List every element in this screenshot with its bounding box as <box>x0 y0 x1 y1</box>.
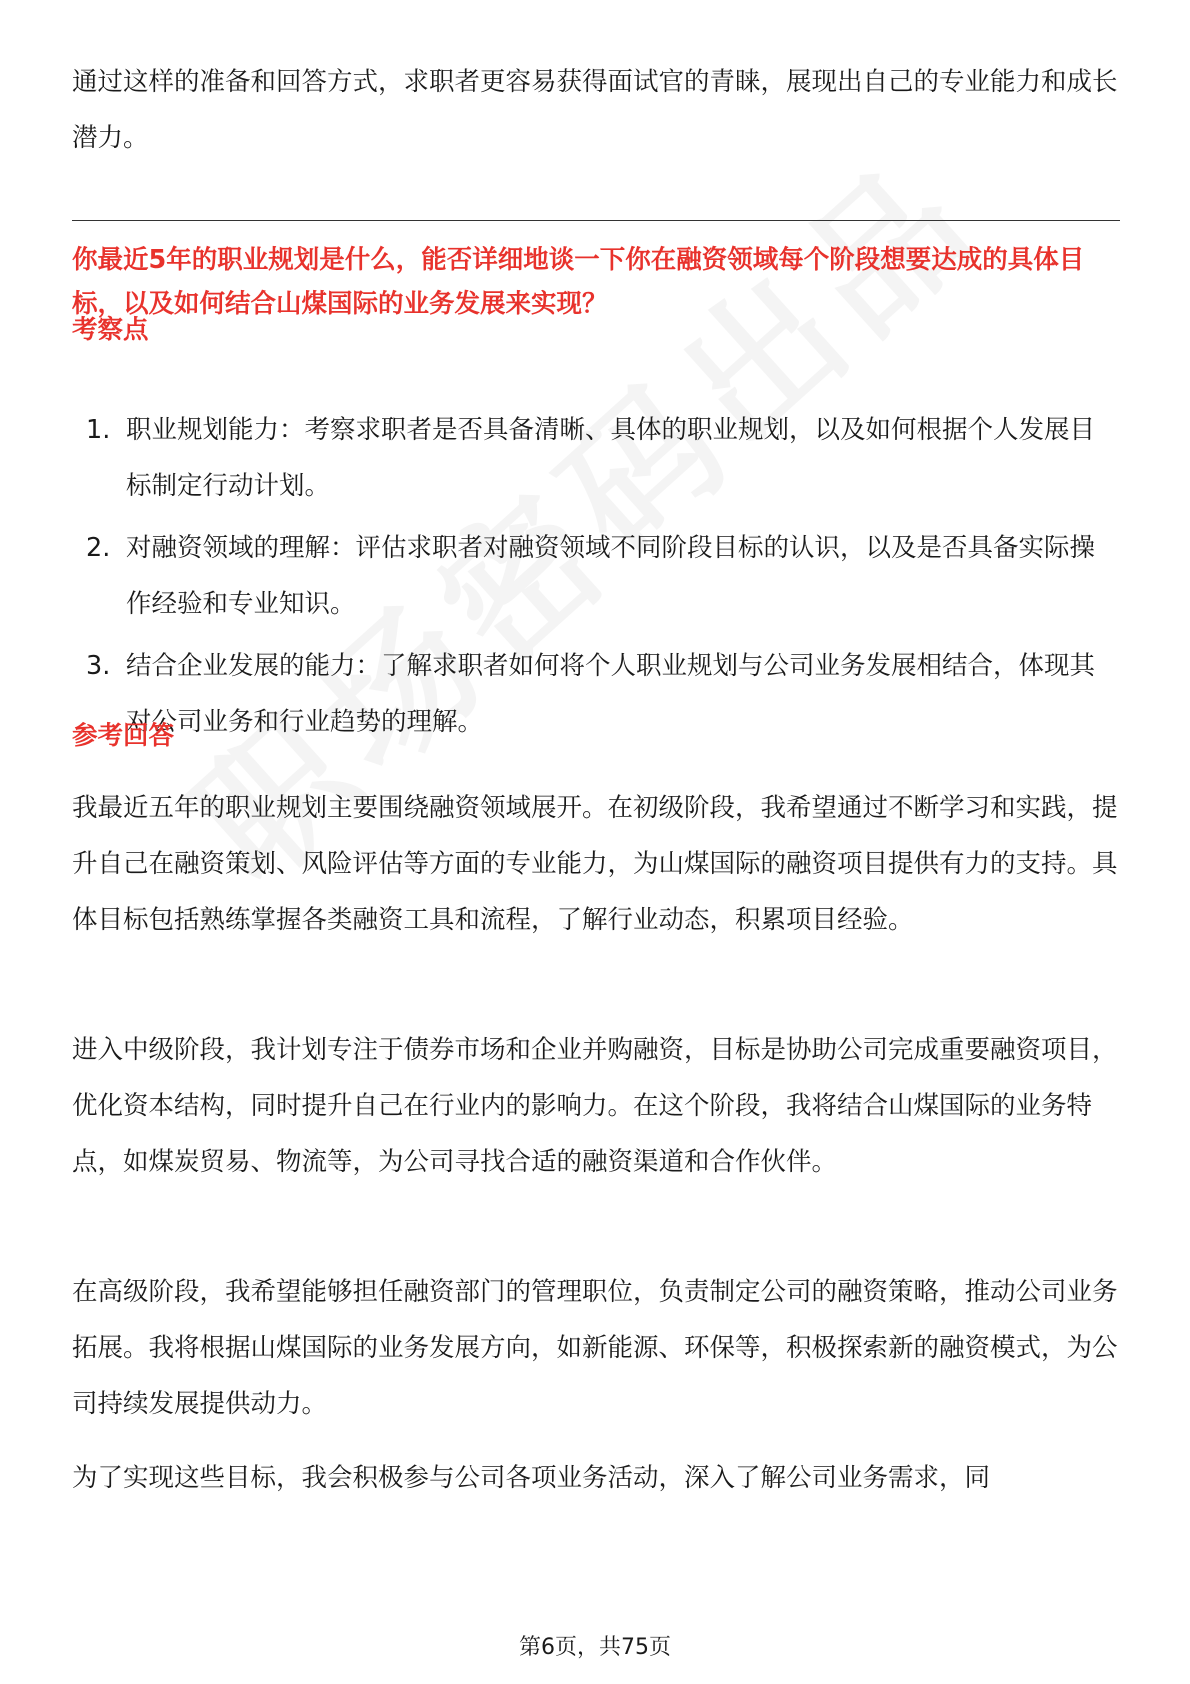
examination-list <box>72 402 1120 756</box>
answer-paragraph: 为了实现这些目标，我会积极参与公司各项业务活动，深入了解公司业务需求，同 <box>72 1463 991 1493</box>
list-item <box>72 520 1120 632</box>
list-item <box>72 638 1120 750</box>
list-item-text: 对融资领域的理解：评估求职者对融资领域不同阶段目标的认识，以及是否具备实际操作经验和专业知识。 <box>126 533 1096 619</box>
examination-heading: 考察点 <box>72 315 149 345</box>
list-number: 1. <box>86 415 111 445</box>
list-item-text: 职业规划能力：考察求职者是否具备清晰、具体的职业规划，以及如何根据个人发展目标制定行动计划。 <box>126 415 1096 501</box>
list-number: 3. <box>86 651 111 681</box>
list-item-text: 结合企业发展的能力：了解求职者如何将个人职业规划与公司业务发展相结合，体现其对公司业务和行业趋势的理解。 <box>126 651 1096 737</box>
list-number: 2. <box>86 533 111 563</box>
page-footer: 第6页，共75页 <box>519 1635 671 1660</box>
intro-paragraph: 通过这样的准备和回答方式，求职者更容易获得面试官的青睐，展现出自己的专业能力和成长潜力。 <box>72 67 1118 153</box>
answer-paragraph: 我最近五年的职业规划主要围绕融资领域展开。在初级阶段，我希望通过不断学习和实践，提升自己在融资策划、风险评估等方面的专业能力，为山煤国际的融资项目提供有力的支持。具体目标包括熟练掌握各类融资工具和流程，了解行业动态，积累项目经验。 <box>72 793 1118 935</box>
list-item <box>72 402 1120 514</box>
answer-paragraph: 进入中级阶段，我计划专注于债券市场和企业并购融资，目标是协助公司完成重要融资项目，优化资本结构，同时提升自己在行业内的影响力。在这个阶段，我将结合山煤国际的业务特点，如煤炭贸易、物流等，为公司寻找合适的融资渠道和合作伙伴。 <box>72 1035 1118 1177</box>
answer-paragraph: 在高级阶段，我希望能够担任融资部门的管理职位，负责制定公司的融资策略，推动公司业务拓展。我将根据山煤国际的业务发展方向，如新能源、环保等，积极探索新的融资模式，为公司持续发展提供动力。 <box>72 1277 1118 1419</box>
answer-heading: 参考回答 <box>72 721 175 751</box>
interview-question: 你最近5年的职业规划是什么，能否详细地谈一下你在融资领域每个阶段想要达成的具体目标，以及如何结合山煤国际的业务发展来实现？ <box>72 245 1085 319</box>
section-divider <box>72 220 1120 221</box>
